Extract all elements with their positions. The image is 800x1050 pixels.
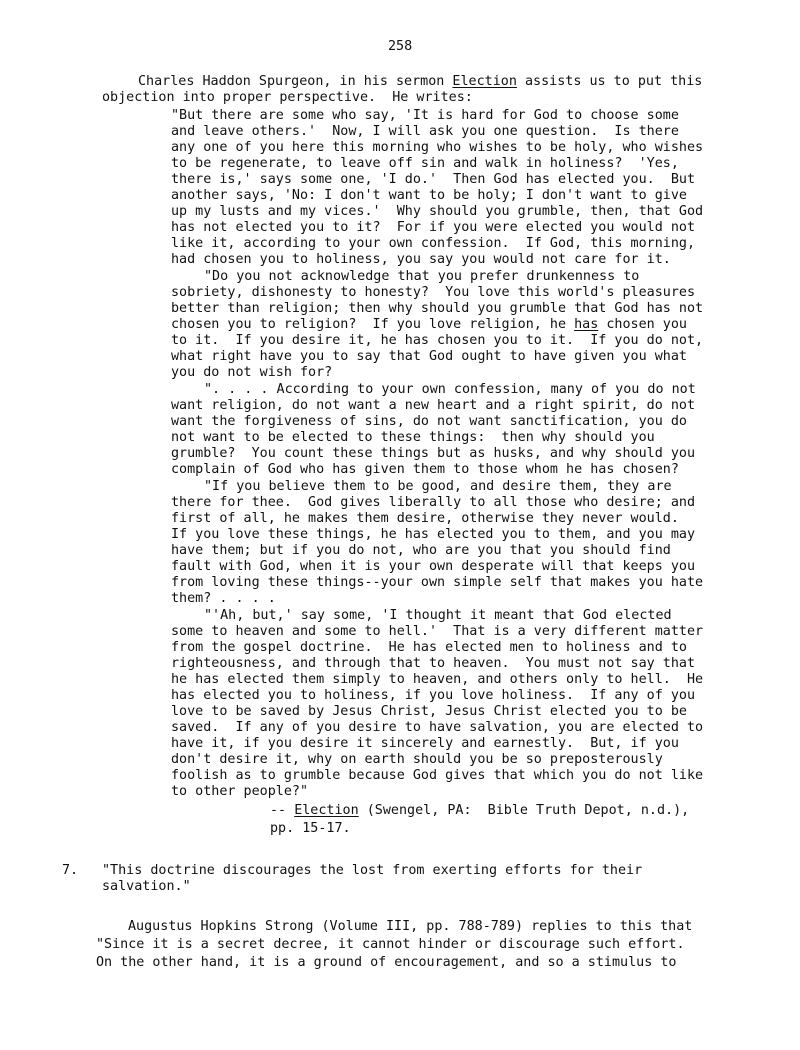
citation-title: Election bbox=[294, 803, 359, 818]
quote-line: If you love these things, he has elected you to them, and you may bbox=[171, 527, 696, 542]
quote-line: have them; but if you do not, who are you that you should find bbox=[171, 543, 671, 558]
quote-line: "Do you not acknowledge that you prefer drunkenness to bbox=[204, 269, 640, 284]
quote-line: from the gospel doctrine. He has elected men to holiness and to bbox=[171, 640, 687, 655]
reply-line: Augustus Hopkins Strong (Volume III, pp. 788-789) replies to this that bbox=[128, 919, 693, 934]
sermon-title: Election bbox=[452, 74, 517, 89]
intro-line bbox=[138, 75, 702, 88]
quote-text: chosen you bbox=[598, 317, 687, 332]
quote-line: had chosen you to holiness, you say you would not care for it. bbox=[171, 252, 671, 267]
quote-line: grumble? You count these things but as husks, and why should you bbox=[171, 446, 696, 461]
quote-line: "If you believe them to be good, and desire them, they are bbox=[204, 479, 672, 494]
quote-line: has not elected you to it? For if you were elected you would not bbox=[171, 220, 696, 235]
quote-line: fault with God, when it is your own desperate will that keeps you bbox=[171, 559, 696, 574]
quote-line: "'Ah, but,' say some, 'I thought it meant that God elected bbox=[204, 608, 672, 623]
quote-line: not want to be elected to these things: then why should you bbox=[171, 430, 655, 445]
quote-line: up my lusts and my vices.' Why should you grumble, then, that God bbox=[171, 204, 704, 219]
quote-text: chosen you to religion? If you love religion, he bbox=[171, 317, 575, 332]
citation-dash: -- bbox=[270, 803, 295, 818]
intro-text: Charles Haddon Spurgeon, in his sermon bbox=[138, 74, 453, 89]
quote-line: some to heaven and some to hell.' That is a very different matter bbox=[171, 624, 704, 639]
page-number: 258 bbox=[388, 39, 413, 54]
quote-line: what right have you to say that God ought to have given you what bbox=[171, 349, 687, 364]
quote-line: foolish as to grumble because God gives that which you do not like bbox=[171, 768, 704, 783]
quote-line: love to be saved by Jesus Christ, Jesus Christ elected you to be bbox=[171, 704, 687, 719]
quote-line: to be regenerate, to leave off sin and walk in holiness? 'Yes, bbox=[171, 156, 679, 171]
quote-line: them? . . . . bbox=[171, 591, 276, 606]
citation-source: (Swengel, PA: Bible Truth Depot, n.d.), bbox=[358, 803, 690, 818]
quote-line bbox=[171, 318, 687, 331]
reply-line: On the other hand, it is a ground of encouragement, and so a stimulus to bbox=[96, 955, 677, 970]
quote-line: like it, according to your own confession. If God, this morning, bbox=[171, 236, 696, 251]
quote-line: complain of God who has given them to those whom he has chosen? bbox=[171, 462, 679, 477]
emphasis-word: has bbox=[574, 317, 599, 332]
quote-line: to other people?" bbox=[171, 784, 309, 799]
objection-line: salvation." bbox=[102, 879, 191, 894]
intro-line: objection into proper perspective. He writes: bbox=[102, 90, 473, 105]
quote-line: want religion, do not want a new heart and a right spirit, do not bbox=[171, 398, 696, 413]
quote-line: righteousness, and through that to heaven. You must not say that bbox=[171, 656, 696, 671]
quote-line: want the forgiveness of sins, do not want sanctification, you do bbox=[171, 414, 687, 429]
citation-pages: pp. 15-17. bbox=[270, 821, 351, 836]
quote-line: better than religion; then why should you grumble that God has not bbox=[171, 301, 704, 316]
quote-line: there is,' says some one, 'I do.' Then God has elected you. But bbox=[171, 172, 696, 187]
quote-line: ". . . . According to your own confession, many of you do not bbox=[204, 382, 696, 397]
quote-line: saved. If any of you desire to have salvation, you are elected to bbox=[171, 720, 704, 735]
citation-line bbox=[270, 804, 689, 817]
quote-line: to it. If you desire it, he has chosen you to it. If you do not, bbox=[171, 333, 704, 348]
quote-line: sobriety, dishonesty to honesty? You love this world's pleasures bbox=[171, 285, 696, 300]
quote-line: have it, if you desire it sincerely and earnestly. But, if you bbox=[171, 736, 679, 751]
quote-line: any one of you here this morning who wishes to be holy, who wishes bbox=[171, 140, 704, 155]
objection-line: "This doctrine discourages the lost from exerting efforts for their bbox=[102, 863, 643, 878]
quote-line: first of all, he makes them desire, otherwise they never would. bbox=[171, 511, 679, 526]
quote-line: another says, 'No: I don't want to be holy; I don't want to give bbox=[171, 188, 687, 203]
quote-line: he has elected them simply to heaven, and others only to hell. He bbox=[171, 672, 704, 687]
quote-line: there for thee. God gives liberally to all those who desire; and bbox=[171, 495, 696, 510]
quote-line: has elected you to holiness, if you love holiness. If any of you bbox=[171, 688, 696, 703]
intro-text: assists us to put this bbox=[516, 74, 703, 89]
reply-line: "Since it is a secret decree, it cannot hinder or discourage such effort. bbox=[96, 937, 685, 952]
quote-line: from loving these things--your own simple self that makes you hate bbox=[171, 575, 704, 590]
quote-line: "But there are some who say, 'It is hard for God to choose some bbox=[171, 108, 679, 123]
quote-line: you do not wish for? bbox=[171, 365, 333, 380]
objection-number: 7. bbox=[62, 863, 79, 878]
quote-line: and leave others.' Now, I will ask you one question. Is there bbox=[171, 124, 679, 139]
quote-line: don't desire it, why on earth should you be so preposterously bbox=[171, 752, 663, 767]
